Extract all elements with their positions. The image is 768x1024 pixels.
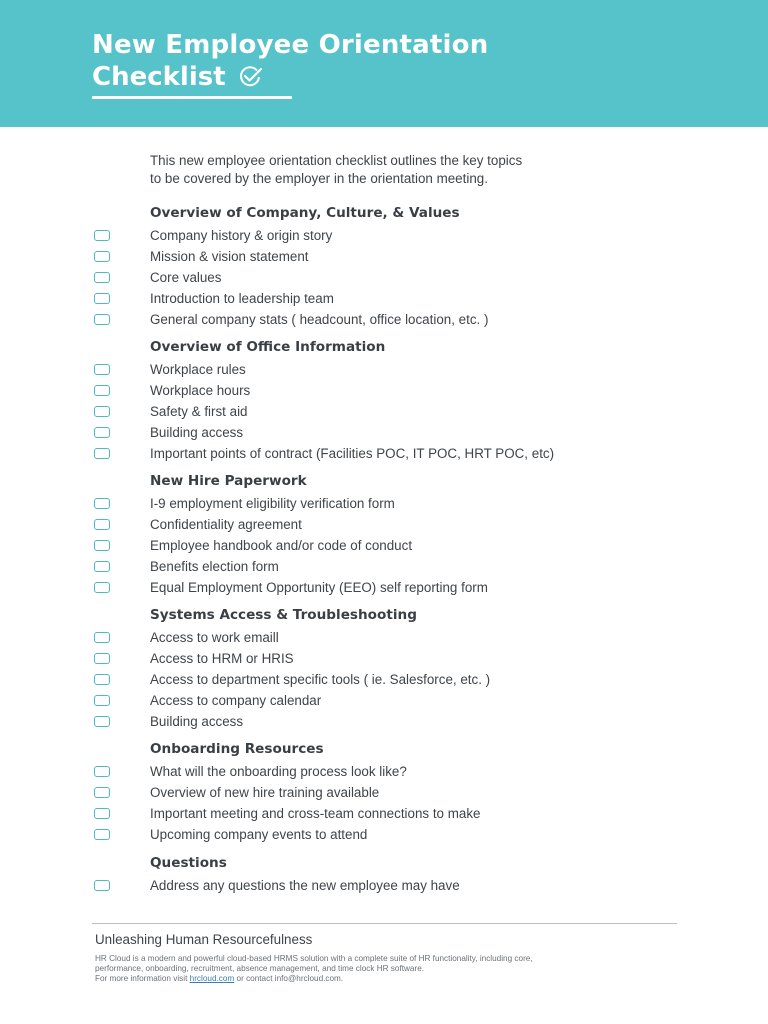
checkbox[interactable] [94, 427, 110, 438]
section-title: Onboarding Resources [150, 741, 324, 757]
checklist-item-label: Access to company calendar [150, 693, 322, 708]
checkbox[interactable] [94, 540, 110, 551]
footer-line [95, 974, 695, 984]
footer-text-prefix: For more information visit [95, 974, 190, 983]
checklist-item [0, 311, 768, 332]
checklist-item [0, 713, 768, 734]
checklist-item [0, 558, 768, 579]
checklist-item-label: Building access [150, 425, 244, 440]
checkbox[interactable] [94, 498, 110, 509]
checkbox[interactable] [94, 632, 110, 643]
checklist-item [0, 424, 768, 445]
checklist-item-label: Equal Employment Opportunity (EEO) self reporting form [150, 580, 488, 595]
checklist-item-label: Confidentiality agreement [150, 517, 302, 532]
checkbox[interactable] [94, 582, 110, 593]
checklist-item-label: I-9 employment eligibility verification form [150, 496, 395, 511]
checklist-item [0, 671, 768, 692]
checkbox[interactable] [94, 448, 110, 459]
checkbox[interactable] [94, 364, 110, 375]
checklist-item-label: Address any questions the new employee may have [150, 878, 460, 893]
check-circle-icon [236, 65, 266, 89]
checklist-item [0, 692, 768, 713]
intro-line: This new employee orientation checklist outlines the key topics [150, 153, 523, 168]
footer-description [95, 954, 695, 984]
checkbox[interactable] [94, 829, 110, 840]
checklist-item-label: Workplace rules [150, 362, 246, 377]
checklist-item [0, 290, 768, 311]
checklist-item [0, 403, 768, 424]
checkbox[interactable] [94, 716, 110, 727]
checklist-item [0, 382, 768, 403]
footer-text-suffix: or contact info@hrcloud.com. [234, 974, 344, 983]
checklist-item-label: Safety & first aid [150, 404, 248, 419]
checklist-item [0, 763, 768, 784]
checklist-item [0, 877, 768, 898]
checklist-item [0, 445, 768, 466]
checklist-item-label: Mission & vision statement [150, 249, 309, 264]
checklist-item [0, 537, 768, 558]
checklist-item-label: Access to department specific tools ( ie. Salesforce, etc. ) [150, 672, 491, 687]
checklist-item [0, 227, 768, 248]
footer-line: HR Cloud is a modern and powerful cloud-based HRMS solution with a complete suite of HR functionality, including core, [95, 954, 533, 963]
page-title-line1: New Employee Orientation [92, 30, 489, 60]
checklist-item [0, 269, 768, 290]
checkbox[interactable] [94, 519, 110, 530]
checklist-item-label: Introduction to leadership team [150, 291, 334, 306]
section-title: Systems Access & Troubleshooting [150, 607, 417, 623]
checkbox[interactable] [94, 561, 110, 572]
page-title-line2-wrap [92, 62, 292, 99]
checkbox[interactable] [94, 251, 110, 262]
checkbox[interactable] [94, 653, 110, 664]
website-link[interactable]: hrcloud.com [189, 974, 235, 983]
checklist-item [0, 826, 768, 847]
checklist-item-label: Workplace hours [150, 383, 251, 398]
checklist-item [0, 784, 768, 805]
checklist-item-label: Benefits election form [150, 559, 279, 574]
page-title-line2: Checklist [92, 62, 226, 92]
checklist-item-label: Upcoming company events to attend [150, 827, 368, 842]
checklist-item [0, 650, 768, 671]
checklist-item-label: Core values [150, 270, 222, 285]
header-banner [0, 0, 768, 127]
checklist-item [0, 495, 768, 516]
checklist-item-label: Building access [150, 714, 244, 729]
checklist-item-label: General company stats ( headcount, office location, etc. ) [150, 312, 489, 327]
section-title: Questions [150, 855, 227, 871]
checkbox[interactable] [94, 880, 110, 891]
checklist-item [0, 629, 768, 650]
checkbox[interactable] [94, 695, 110, 706]
checklist-item [0, 248, 768, 269]
checkbox[interactable] [94, 787, 110, 798]
checkbox[interactable] [94, 293, 110, 304]
section-title: Overview of Company, Culture, & Values [150, 205, 460, 221]
checkbox[interactable] [94, 230, 110, 241]
checkbox[interactable] [94, 385, 110, 396]
footer-divider [92, 923, 677, 924]
checklist-item-label: Access to work emaill [150, 630, 279, 645]
checklist-item-label: Employee handbook and/or code of conduct [150, 538, 413, 553]
section-title: New Hire Paperwork [150, 473, 307, 489]
checkbox[interactable] [94, 272, 110, 283]
checkbox[interactable] [94, 766, 110, 777]
checklist-item [0, 361, 768, 382]
checkbox[interactable] [94, 808, 110, 819]
intro-line: to be covered by the employer in the orientation meeting. [150, 171, 488, 186]
checklist-item-label: Company history & origin story [150, 228, 333, 243]
checklist-item-label: Overview of new hire training available [150, 785, 380, 800]
checklist-item-label: Important points of contract (Facilities POC, IT POC, HRT POC, etc) [150, 446, 555, 461]
footer-tagline: Unleashing Human Resourcefulness [95, 932, 313, 947]
checkbox[interactable] [94, 314, 110, 325]
checklist-item [0, 579, 768, 600]
checklist-item-label: Access to HRM or HRIS [150, 651, 294, 666]
footer-line: performance, onboarding, recruitment, absence management, and time clock HR software. [95, 964, 425, 973]
checkbox[interactable] [94, 406, 110, 417]
checklist-item [0, 805, 768, 826]
checklist-item [0, 516, 768, 537]
checkbox[interactable] [94, 674, 110, 685]
checklist-item-label: Important meeting and cross-team connections to make [150, 806, 481, 821]
intro-paragraph [150, 152, 650, 188]
checklist-item-label: What will the onboarding process look like? [150, 764, 407, 779]
section-title: Overview of Office Information [150, 339, 386, 355]
